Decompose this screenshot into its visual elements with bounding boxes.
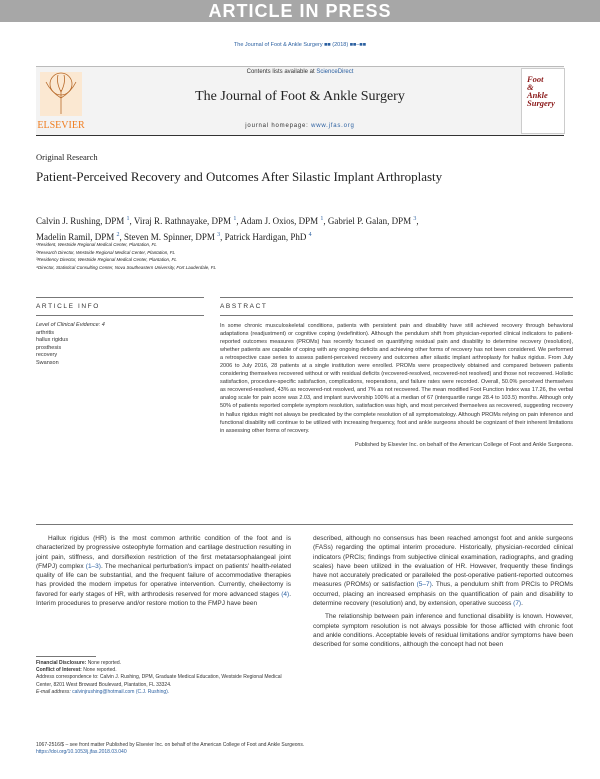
divider: [220, 297, 573, 298]
contents-availability: [0, 69, 600, 75]
homepage-prefix: journal homepage:: [245, 123, 312, 129]
keyword: prosthesis: [36, 344, 62, 351]
author[interactable]: Viraj R. Rathnayake, DPM $^1$: [133, 216, 237, 226]
author[interactable]: Adam J. Oxios, DPM $^1$: [240, 216, 324, 226]
article-info-heading: ARTICLE INFO: [36, 303, 100, 310]
author[interactable]: Calvin J. Rushing, DPM $^1$: [36, 216, 130, 226]
author[interactable]: Steven M. Spinner, DPM $^3$: [124, 232, 221, 242]
affiliations: [36, 241, 216, 271]
cover-title-line: Surgery: [527, 98, 555, 108]
financial-disclosure: Financial Disclosure: None reported.: [36, 660, 122, 666]
author[interactable]: Gabriel P. Galan, DPM $^3$: [327, 216, 417, 226]
journal-homepage: [0, 123, 600, 129]
cover-title-line: Foot: [527, 74, 544, 84]
divider: [36, 297, 204, 298]
elsevier-logo-text: ELSEVIER: [37, 120, 85, 131]
affiliation: ²Research Director, Westside Regional Medical Center, Plantation, FL: [36, 249, 175, 255]
keyword-list: [36, 330, 68, 367]
affiliation: ¹Resident, Westside Regional Medical Center, Plantation, FL: [36, 242, 157, 247]
level-value: 4: [101, 322, 105, 328]
article-type: Original Research: [36, 152, 98, 162]
contents-prefix: Contents lists available at: [246, 69, 317, 75]
divider: [220, 315, 573, 316]
keyword: Swanson: [36, 359, 59, 366]
level-label: Level of Clinical Evidence:: [36, 322, 101, 328]
body-paragraph: Hallux rigidus (HR) is the most common arthritic condition of the foot and is characterized by progressive osteophyte formation and cartilage destruction resulting in joint pain, stiffness, and dorsiflexion restriction of the first metatarsophalangeal joint (FMPJ) complex (1–3). The mechanical perturbation's impact on patients' health-related quality of life can be substantial, and the frequent failure of accommodative therapies has provided the modern impetus for operative intervention. Currently, cheilectomy is favored for early stages of HR, with arthrodesis reserved for more advanced stages (4). Interim procedures to preserve and/or restore motion to the FMPJ have been: [36, 535, 291, 608]
journal-cover-thumbnail: [521, 68, 565, 134]
citation-link[interactable]: (7): [513, 600, 522, 608]
body-paragraph: described, although no consensus has been reached amongst foot and ankle surgeons (FASs) regarding the optimal interim procedure. Historically, physician-recorded clinical indicators (PRCIs; findings from subjective clinical examination, radiographs, and grading scales) have been utilized in the evaluation of HR. However, frequently these findings have not accurately predicated or paralleled the post-operative patient-reported outcomes measures (PROMs) or satisfaction (5–7). Thus, a pendulum shift from PRCIs to PROMs occurred, placing an increased emphasis on the quantification of pain and disability to determine recovery (resolution) and, by extension, operative success (7).: [313, 535, 573, 608]
author-list: Calvin J. Rushing, DPM $^1$, Viraj R. Rathnayake, DPM $^1$, Adam J. Oxios, DPM $^1$, Gabriel P. Galan, DPM $^3$, Madelin Ramil, DPM $^2$, Steven M. Spinner, DPM $^3$, Patrick Hardigan, PhD $^4$: [36, 216, 419, 242]
body-column-right: [313, 534, 573, 654]
sciencedirect-link[interactable]: ScienceDirect: [316, 69, 354, 75]
correspondence-address: Address correspondence to: Calvin J. Rushing, DPM, Graduate Medical Education, Westside Regional Medical Center, 8201 West Broward Boulevard, Plantation, FL 33324.: [36, 674, 282, 688]
citation-link[interactable]: (1–3): [85, 562, 101, 570]
keyword: recovery: [36, 352, 58, 359]
level-of-evidence: [36, 322, 105, 328]
doi-link[interactable]: https://doi.org/10.1053/j.jfas.2018.03.040: [36, 749, 127, 756]
citation-link[interactable]: (5–7): [416, 581, 432, 589]
divider: [36, 315, 204, 316]
divider: [36, 524, 573, 525]
body-paragraph: The relationship between pain inference and functional disability is known. However, complete symptom resolution is not always possible for those afflicted with chronic foot and ankle conditions. Acceptable levels of residual limitations and/or symptoms have been described for some conditions, although the concept had not been: [313, 613, 573, 649]
citation-link[interactable]: (4): [281, 590, 290, 598]
author[interactable]: Madelin Ramil, DPM $^2$: [36, 232, 120, 242]
footnotes: [36, 660, 296, 696]
issn-line: 1067-2516/$ – see front matter Published by Elsevier Inc. on behalf of the American College of Foot and Ankle Surgeons.: [36, 742, 305, 748]
conflict-of-interest: Conflict of Interest: None reported.: [36, 667, 117, 674]
email-link[interactable]: calvinjrushing@hotmail.com (C.J. Rushing).: [72, 688, 170, 695]
journal-reference-line[interactable]: The Journal of Foot & Ankle Surgery ■■ (2018) ■■–■■: [233, 42, 367, 48]
author[interactable]: Patrick Hardigan, PhD $^4$: [224, 232, 312, 242]
abstract-body: [220, 322, 573, 449]
affiliation: ⁴Director, Statistical Consulting Center, Nova Southeastern University, Fort Lauderdale, FL: [36, 264, 216, 270]
cover-title-line: Ankle: [527, 90, 548, 100]
keyword: arthritis: [36, 330, 55, 336]
body-column-left: [36, 534, 291, 612]
email-address: E-mail address: calvinjrushing@hotmail.com (C.J. Rushing).: [36, 688, 170, 695]
affiliation: ³Residency Director, Westside Regional Medical Center, Plantation, FL: [36, 257, 177, 262]
keyword: hallux rigidus: [36, 337, 69, 344]
cover-title-line: &: [527, 82, 534, 92]
article-title: Patient-Perceived Recovery and Outcomes After Silastic Implant Arthroplasty: [36, 169, 443, 184]
homepage-link[interactable]: www.jfas.org: [311, 123, 355, 129]
footnote-divider: [36, 656, 96, 657]
abstract-text: In some chronic musculoskeletal conditions, patients with persistent pain and disability have still achieved recovery through behavioral adaptations (readjustment) or cognitive coping (redefinition). Although the pendulum shift from physician-reported clinical indicators to patient-reported outcomes measures (PROMs) has recently focused on quantifying residual pain and disability to determine recovery (resolution), whether patients are capable of coping with any ongoing deficits and achieving other forms of recovery has not been considered. We performed a retrospective case series to assess patient-perceived recovery and outcomes after silastic implant arthroplasty for hallux rigidus. From July 2006 to July 2016, 28 patients at a single institution were enrolled. PROMs were prospectively obtained and compared between patients considering themselves recovered without or with residual deficits (recovered-resolved, recovered-not resolved) and those not recovered. Holistic satisfaction, procedure-specific satisfaction, complications, reoperations, and failure rates were recorded. Overall, 50.0% perceived themselves as recovered-resolved, 43% as recovered-not resolved, and 7% as not recovered. The mean modified Foot Function Index was 17.26, the verbal analog scale for pain score was 2.03, and implant survivorship 100% at a median of 67 (interquartile range 28.4 to 103.5) months. Although only 50% of patients reported complete symptom resolution, satisfaction was high, and most perceived themselves as recovered, suggesting recovery in hallux rigidus might not always be predicated by the complete resolution of all symptomatology. Although PROMs relying on pain inference and functional disability will continue to be utilized with increasing frequency, foot and ankle surgeons should be cognizant of their inherent limitations in assessing other forms of recovery.: [220, 323, 573, 434]
issn-footer: [36, 742, 566, 756]
article-in-press-banner: ARTICLE IN PRESS: [0, 0, 600, 22]
journal-title[interactable]: The Journal of Foot & Ankle Surgery: [195, 89, 405, 104]
cover-title: [527, 75, 555, 107]
publisher-statement: Published by Elsevier Inc. on behalf of the American College of Foot and Ankle Surgeons.: [355, 441, 573, 448]
abstract-heading: ABSTRACT: [220, 303, 268, 310]
